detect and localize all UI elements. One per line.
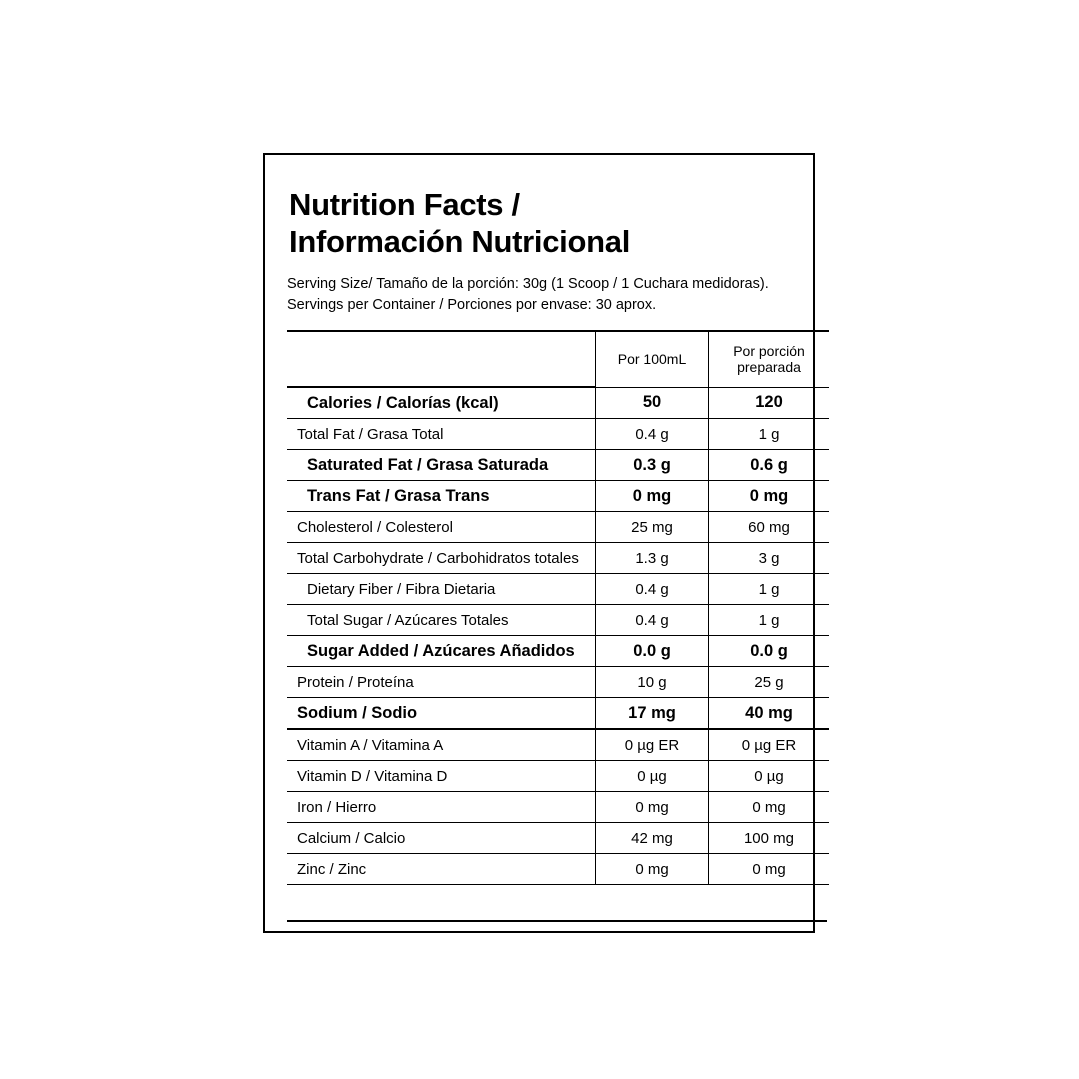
row-label: Saturated Fat / Grasa Saturada — [287, 450, 596, 481]
row-value-col1: 0.3 g — [596, 450, 709, 481]
table-row — [287, 636, 829, 667]
table-row — [287, 605, 829, 636]
row-value-col1: 0 mg — [596, 792, 709, 823]
row-value-col1: 0 mg — [596, 481, 709, 512]
table-row — [287, 729, 829, 761]
row-value-col2: 1 g — [709, 419, 830, 450]
nutrition-facts-panel — [263, 153, 815, 933]
row-label: Zinc / Zinc — [287, 854, 596, 885]
table-row — [287, 792, 829, 823]
serving-size-text: Serving Size/ Tamaño de la porción: 30g (1 Scoop / 1 Cuchara medidoras). — [287, 276, 769, 293]
row-value-col1: 0.4 g — [596, 574, 709, 605]
row-value-col2: 0 µg ER — [709, 729, 830, 761]
title-line-english: Nutrition Facts / — [289, 187, 520, 222]
row-label: Iron / Hierro — [287, 792, 596, 823]
row-value-col2: 1 g — [709, 605, 830, 636]
row-value-col2: 120 — [709, 387, 830, 419]
row-label: Total Fat / Grasa Total — [287, 419, 596, 450]
table-row — [287, 419, 829, 450]
table-row — [287, 667, 829, 698]
row-value-col1: 0 µg ER — [596, 729, 709, 761]
serving-info — [287, 274, 797, 316]
label-content — [285, 187, 805, 922]
table-header-row — [287, 331, 829, 387]
table-row — [287, 387, 829, 419]
row-label: Cholesterol / Colesterol — [287, 512, 596, 543]
table-row — [287, 698, 829, 730]
row-value-col1: 10 g — [596, 667, 709, 698]
row-value-col2: 60 mg — [709, 512, 830, 543]
row-label: Sodium / Sodio — [287, 698, 596, 730]
row-label: Protein / Proteína — [287, 667, 596, 698]
row-value-col2: 3 g — [709, 543, 830, 574]
row-value-col1: 0 mg — [596, 854, 709, 885]
row-value-col2: 0 mg — [709, 481, 830, 512]
row-value-col1: 0.0 g — [596, 636, 709, 667]
row-value-col2: 0 mg — [709, 792, 830, 823]
row-value-col2: 0.0 g — [709, 636, 830, 667]
row-label: Total Carbohydrate / Carbohidratos totales — [287, 543, 596, 574]
row-label: Vitamin A / Vitamina A — [287, 729, 596, 761]
row-label: Calcium / Calcio — [287, 823, 596, 854]
header-col2 — [709, 331, 830, 387]
row-label: Calories / Calorías (kcal) — [287, 387, 596, 419]
header-col2-line1: Por porción — [733, 342, 805, 359]
row-value-col2: 0 mg — [709, 854, 830, 885]
row-value-col2: 25 g — [709, 667, 830, 698]
row-label: Sugar Added / Azúcares Añadidos — [287, 636, 596, 667]
table-row — [287, 823, 829, 854]
row-value-col1: 17 mg — [596, 698, 709, 730]
row-value-col1: 0.4 g — [596, 419, 709, 450]
title-line-spanish: Información Nutricional — [289, 223, 631, 259]
header-col1: Por 100mL — [596, 331, 709, 387]
row-value-col2: 40 mg — [709, 698, 830, 730]
bottom-divider — [287, 920, 827, 922]
table-row — [287, 543, 829, 574]
table-row — [287, 761, 829, 792]
row-value-col1: 0.4 g — [596, 605, 709, 636]
table-row — [287, 512, 829, 543]
row-value-col1: 1.3 g — [596, 543, 709, 574]
header-nutrient — [287, 331, 596, 387]
row-value-col2: 100 mg — [709, 823, 830, 854]
row-value-col2: 1 g — [709, 574, 830, 605]
row-value-col2: 0.6 g — [709, 450, 830, 481]
row-label: Dietary Fiber / Fibra Dietaria — [287, 574, 596, 605]
row-value-col1: 50 — [596, 387, 709, 419]
servings-per-container-text: Servings per Container / Porciones por envase: 30 aprox. — [287, 297, 657, 314]
table-row — [287, 574, 829, 605]
row-value-col2: 0 µg — [709, 761, 830, 792]
row-value-col1: 42 mg — [596, 823, 709, 854]
row-label: Total Sugar / Azúcares Totales — [287, 605, 596, 636]
page-title — [289, 187, 797, 260]
row-value-col1: 0 µg — [596, 761, 709, 792]
table-row — [287, 450, 829, 481]
table-row — [287, 481, 829, 512]
row-label: Trans Fat / Grasa Trans — [287, 481, 596, 512]
row-value-col1: 25 mg — [596, 512, 709, 543]
table-row — [287, 854, 829, 885]
nutrition-table — [287, 330, 829, 885]
row-label: Vitamin D / Vitamina D — [287, 761, 596, 792]
header-col2-line2: preparada — [737, 359, 801, 376]
